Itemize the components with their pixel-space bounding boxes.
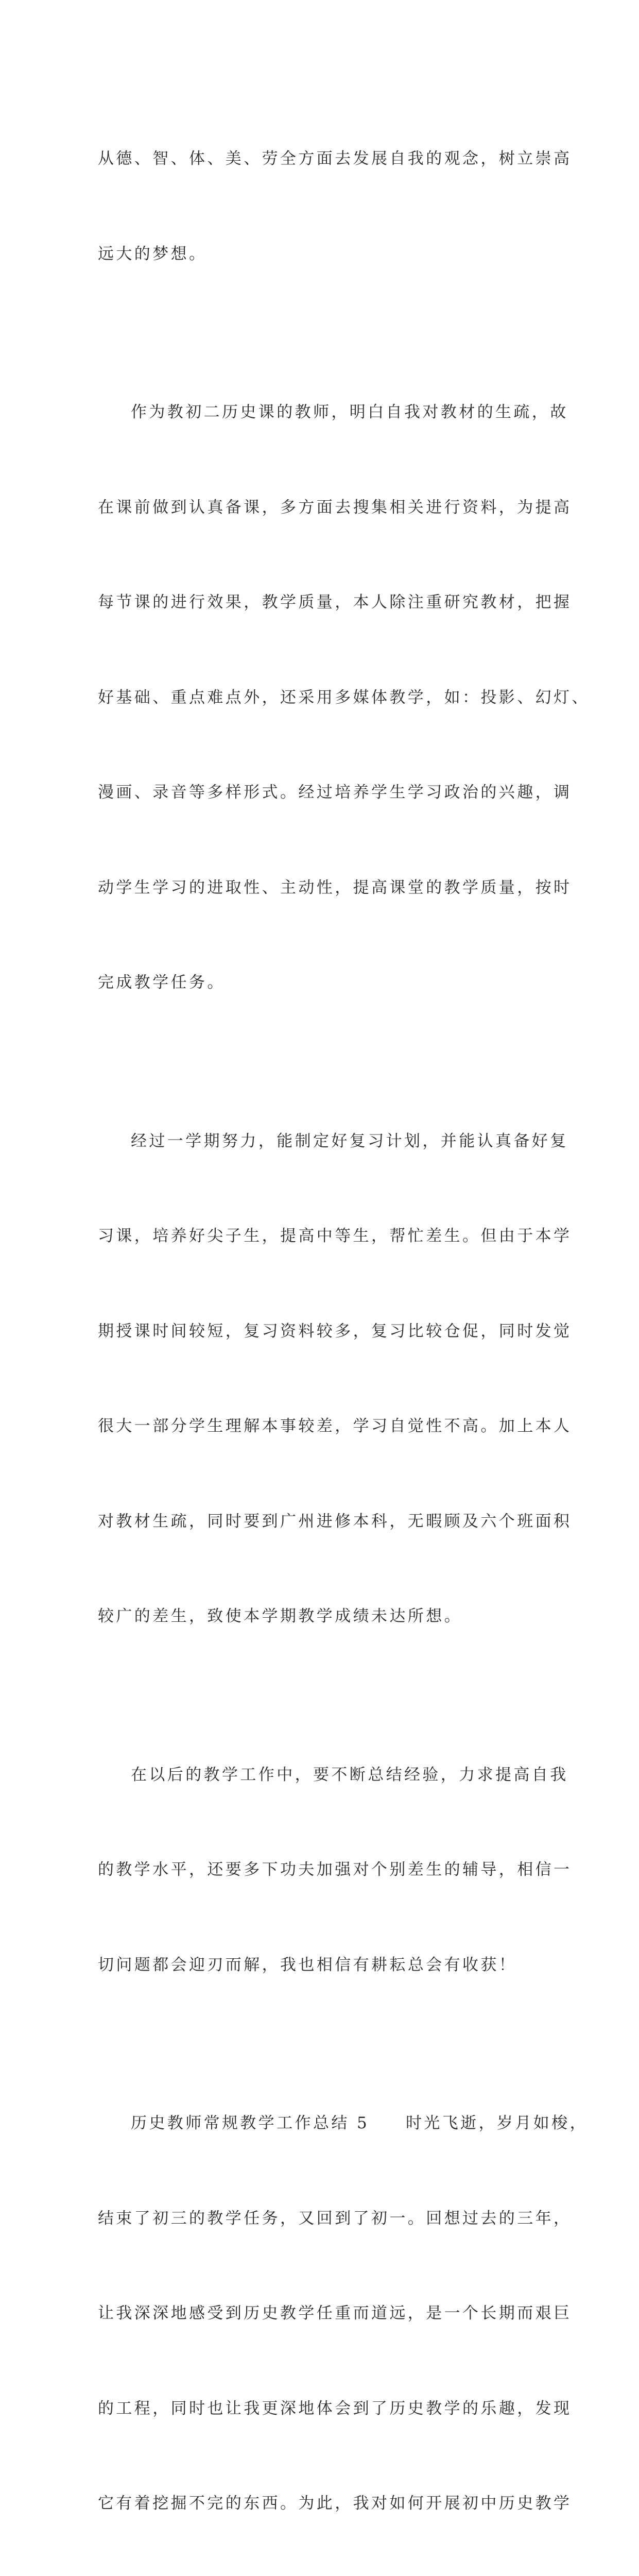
text-line: 完成教学任务。: [98, 973, 226, 992]
text-line: 从德、智、体、美、劳全方面去发展自我的观念，树立崇高: [98, 149, 572, 168]
text-line: 期授课时间较短，复习资料较多，复习比较仓促，同时发觉: [98, 1321, 572, 1341]
text-line: 习课，培养好尖子生，提高中等生，帮忙差生。但由于本学: [98, 1227, 572, 1245]
text-line: 经过一学期努力，能制定好复习计划，并能认真备好复: [131, 1131, 568, 1150]
text-line: 的工程，同时也让我更深地体会到了历史教学的乐趣，发现: [98, 2399, 572, 2418]
text-line: 好基础、重点难点外，还采用多媒体教学，如：投影、幻灯、: [98, 688, 590, 707]
text-line: 的教学水平，还要多下功夫加强对个别差生的辅导，相信一: [98, 1860, 572, 1879]
paragraph-5: [98, 2044, 588, 2576]
paragraph-3: [98, 1062, 572, 1696]
text-line: 每节课的进行效果，教学质量，本人除注重研究教材，把握: [98, 593, 572, 612]
text-line: 在以后的教学工作中，要不断总结经验，力求提高自我: [131, 1765, 568, 1784]
text-line: 很大一部分学生理解本事较差，学习自觉性不高。加上本人: [98, 1417, 572, 1435]
paragraph-4: [98, 1696, 572, 2045]
text-line: 对教材生疏，同时要到广州进修本科，无暇顾及六个班面积: [98, 1512, 572, 1531]
paragraph-2: [98, 333, 590, 1062]
text-line: 历史教师常规教学工作总结 5 时光飞逝，岁月如梭，: [131, 2114, 588, 2132]
text-line: 远大的梦想。: [98, 244, 208, 263]
paragraph-1: [98, 80, 572, 333]
text-line: 让我深深地感受到历史教学任重而道远，是一个长期而艰巨: [98, 2304, 572, 2323]
text-line: 动学生学习的进取性、主动性，提高课堂的教学质量，按时: [98, 878, 572, 897]
text-line: 作为教初二历史课的教师，明白自我对教材的生疏，故: [131, 403, 568, 421]
text-line: 结束了初三的教学任务，又回到了初一。回想过去的三年，: [98, 2209, 572, 2228]
text-line: 较广的差生，致使本学期教学成绩未达所想。: [98, 1607, 462, 1625]
text-line: 在课前做到认真备课，多方面去搜集相关进行资料，为提高: [98, 498, 572, 517]
document-body: [98, 80, 590, 2576]
text-line: 切问题都会迎刃而解，我也相信有耕耘总会有收获！: [98, 1955, 517, 1974]
text-line: 漫画、录音等多样形式。经过培养学生学习政治的兴趣，调: [98, 783, 572, 802]
text-line: 它有着挖掘不完的东西。为此，我对如何开展初中历史教学: [98, 2494, 572, 2513]
